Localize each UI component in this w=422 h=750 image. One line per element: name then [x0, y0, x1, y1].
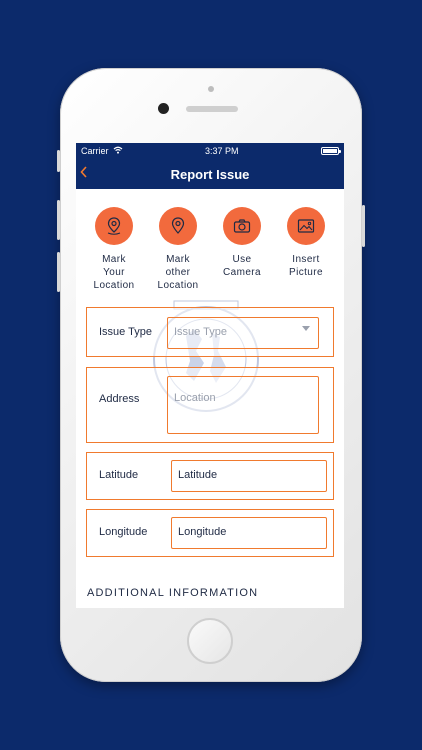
latitude-row — [86, 452, 334, 500]
action-label: Use Camera — [223, 254, 261, 278]
speaker-grille — [186, 106, 238, 112]
longitude-input[interactable] — [171, 517, 327, 549]
status-bar — [76, 143, 344, 159]
use-camera-button[interactable] — [214, 207, 270, 292]
wifi-icon — [113, 146, 123, 156]
location-marker-icon — [159, 207, 197, 245]
volume-down-button — [57, 252, 60, 292]
app-screen — [76, 143, 344, 608]
address-placeholder: Location — [174, 392, 216, 404]
front-camera — [158, 103, 169, 114]
home-button[interactable] — [187, 618, 233, 664]
action-label: Mark Your Location — [93, 254, 135, 291]
page-title: Report Issue — [170, 166, 250, 182]
action-label: Mark other Location — [157, 254, 199, 291]
additional-information-heading: ADDITIONAL INFORMATION — [87, 587, 259, 599]
navigation-bar — [76, 159, 344, 189]
camera-icon — [223, 207, 261, 245]
mark-other-location-button[interactable] — [150, 207, 206, 292]
address-row — [86, 367, 334, 443]
form-content — [76, 189, 344, 608]
latitude-placeholder: Latitude — [178, 469, 218, 481]
mark-your-location-button[interactable] — [86, 207, 142, 292]
sensor-dot — [208, 86, 214, 92]
action-label: Insert Picture — [289, 254, 323, 278]
carrier-label: Carrier — [81, 146, 109, 156]
map-pin-icon — [95, 207, 133, 245]
latitude-input[interactable] — [171, 460, 327, 492]
longitude-placeholder: Longitude — [178, 526, 227, 538]
clock: 3:37 PM — [204, 146, 239, 156]
silent-switch — [57, 150, 60, 172]
longitude-row — [86, 509, 334, 557]
insert-picture-button[interactable] — [278, 207, 334, 292]
issue-type-row — [86, 307, 334, 357]
chevron-down-icon — [302, 326, 310, 331]
chevron-left-icon[interactable] — [80, 165, 92, 183]
image-icon — [287, 207, 325, 245]
address-input[interactable] — [167, 376, 319, 434]
issue-type-label: Issue Type — [99, 326, 152, 338]
latitude-label: Latitude — [99, 469, 139, 481]
power-button — [362, 205, 365, 247]
volume-up-button — [57, 200, 60, 240]
issue-type-placeholder: Issue Type — [174, 326, 227, 338]
battery-icon — [321, 147, 339, 155]
longitude-label: Longitude — [99, 526, 148, 538]
issue-type-select[interactable] — [167, 317, 319, 349]
address-label: Address — [99, 393, 140, 405]
